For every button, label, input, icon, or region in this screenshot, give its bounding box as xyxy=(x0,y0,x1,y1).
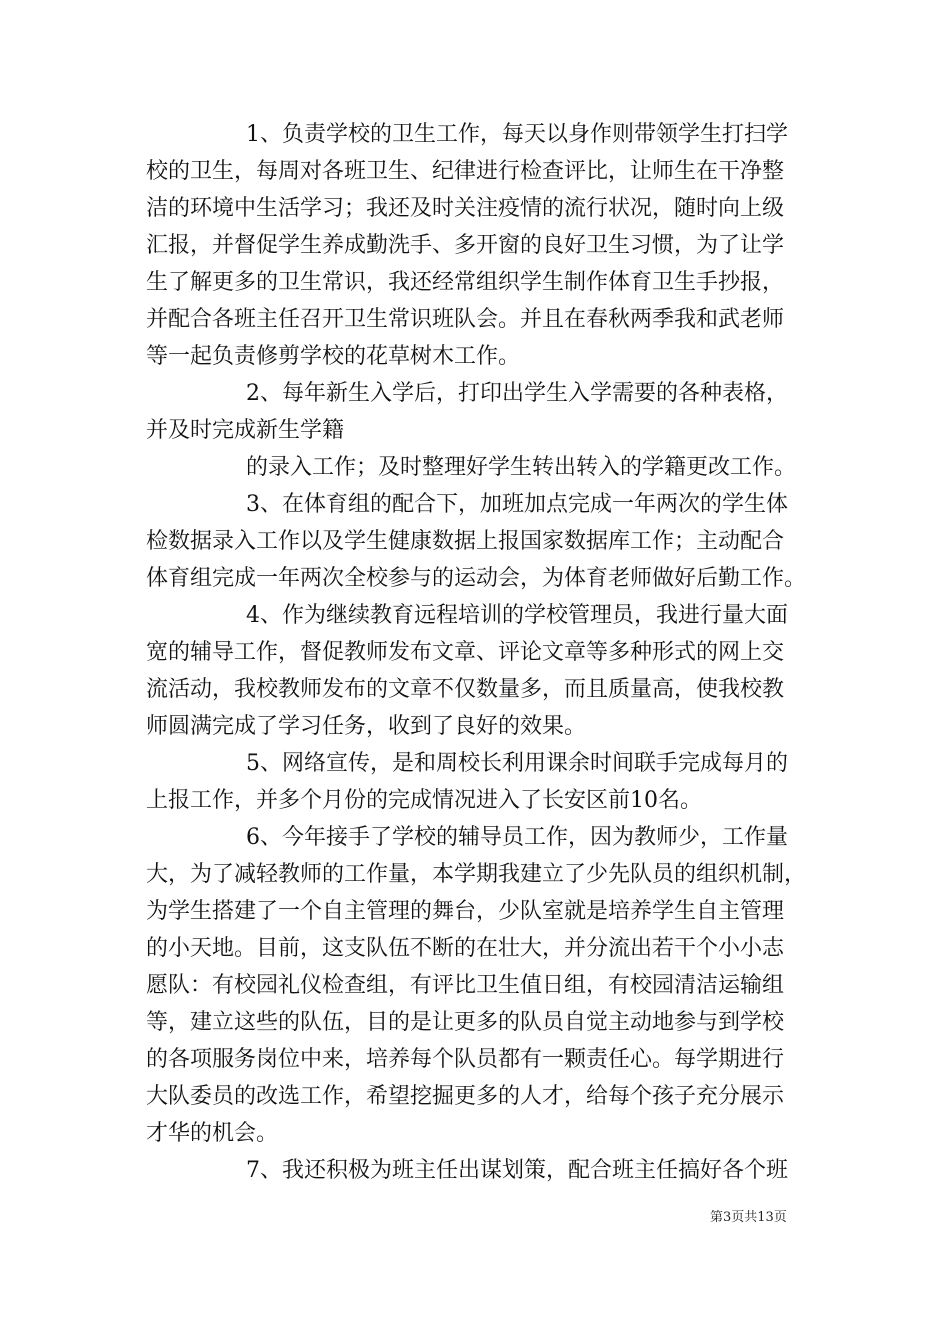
text-line: 3、在体育组的配合下，加班加点完成一年两次的学生体 xyxy=(246,492,788,517)
text-line: 的小天地。目前，这支队伍不断的在壮大，并分流出若干个小小志 xyxy=(146,936,785,961)
text-line: 愿队：有校园礼仪检查组，有评比卫生值日组，有校园清洁运输组 xyxy=(146,973,785,998)
text-line: 流活动，我校教师发布的文章不仅数量多，而且质量高，使我校教 xyxy=(146,677,785,702)
text-line: 的各项服务岗位中来，培养每个队员都有一颗责任心。每学期进行 xyxy=(146,1047,785,1072)
text-line: 2、每年新生入学后，打印出学生入学需要的各种表格， xyxy=(246,381,788,406)
text-line: 宽的辅导工作，督促教师发布文章、评论文章等多种形式的网上交 xyxy=(146,640,785,665)
text-line: 才华的机会。 xyxy=(146,1121,279,1146)
text-line: 1、负责学校的卫生工作，每天以身作则带领学生打扫学 xyxy=(246,122,788,147)
text-line: 6、今年接手了学校的辅导员工作，因为教师少，工作量 xyxy=(246,825,788,850)
text-line: 师圆满完成了学习任务，收到了良好的效果。 xyxy=(146,714,587,739)
text-line: 并及时完成新生学籍 xyxy=(146,418,345,443)
text-line: 生了解更多的卫生常识，我还经常组织学生制作体育卫生手抄报， xyxy=(146,270,785,295)
text-line: 体育组完成一年两次全校参与的运动会，为体育老师做好后勤工作。 xyxy=(146,566,807,591)
text-line: 4、作为继续教育远程培训的学校管理员，我进行量大面 xyxy=(246,603,788,628)
text-line: 大队委员的改选工作，希望挖掘更多的人才，给每个孩子充分展示 xyxy=(146,1084,785,1109)
text-line: 5、网络宣传，是和周校长利用课余时间联手完成每月的 xyxy=(246,751,788,776)
text-line: 洁的环境中生活学习；我还及时关注疫情的流行状况，随时向上级 xyxy=(146,196,785,221)
page-number: 第3页共13页 xyxy=(710,1210,787,1225)
text-line: 上报工作，并多个月份的完成情况进入了长安区前10名。 xyxy=(146,788,702,813)
text-line: 检数据录入工作以及学生健康数据上报国家数据库工作；主动配合 xyxy=(146,529,785,554)
text-line: 等，建立这些的队伍，目的是让更多的队员自觉主动地参与到学校 xyxy=(146,1010,785,1035)
text-line: 校的卫生，每周对各班卫生、纪律进行检查评比，让师生在干净整 xyxy=(146,159,785,184)
text-line: 为学生搭建了一个自主管理的舞台，少队室就是培养学生自主管理 xyxy=(146,899,785,924)
text-line: 等一起负责修剪学校的花草树木工作。 xyxy=(146,344,521,369)
text-line: 汇报，并督促学生养成勤洗手、多开窗的良好卫生习惯，为了让学 xyxy=(146,233,785,258)
text-line: 7、我还积极为班主任出谋划策，配合班主任搞好各个班 xyxy=(246,1158,788,1183)
text-line: 的录入工作；及时整理好学生转出转入的学籍更改工作。 xyxy=(246,455,797,480)
text-line: 并配合各班主任召开卫生常识班队会。并且在春秋两季我和武老师 xyxy=(146,307,785,332)
text-line: 大，为了减轻教师的工作量，本学期我建立了少先队员的组织机制， xyxy=(146,862,807,887)
